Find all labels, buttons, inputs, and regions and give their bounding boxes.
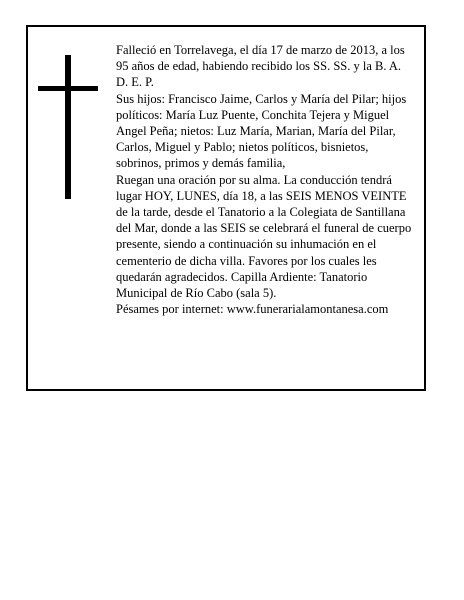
family-list: Sus hijos: Francisco Jaime, Carlos y María del Pilar; hijos políticos: María Luz Puente, Conchita Tejera y Miguel Angel Peña; nietos: Luz María, Marian, María del Pilar, Carlos, Miguel y Pablo; nietos políticos, bisnietos, sobrinos, primos y demás familia, — [116, 91, 407, 171]
cross-horizontal-bar — [38, 86, 98, 91]
obituary-notice — [26, 25, 426, 391]
condolences-website: Pésames por internet: www.funerarialamontanesa.com — [116, 302, 389, 317]
cross-icon — [38, 55, 98, 199]
funeral-details: Ruegan una oración por su alma. La conducción tendrá lugar HOY, LUNES, día 18, a las SEIS MENOS VEINTE de la tarde, desde el Tanatorio a la Colegiata de Santillana del Mar, donde a las SEIS se celebrará el funeral de cuerpo presente, siendo a continuación su inhumación en el cementerio de dicha villa. Favores por los cuales les quedarán agradecidos. Capilla Ardiente: Tanatorio Municipal de Río Cabo (sala 5). — [116, 172, 412, 301]
cross-vertical-bar — [65, 55, 71, 199]
notice-body — [116, 42, 416, 317]
rest-in-peace: D. E. P. — [116, 75, 154, 90]
death-announcement: Falleció en Torrelavega, el día 17 de marzo de 2013, a los 95 años de edad, habiendo recibido los SS. SS. y la B. A. — [116, 43, 405, 74]
